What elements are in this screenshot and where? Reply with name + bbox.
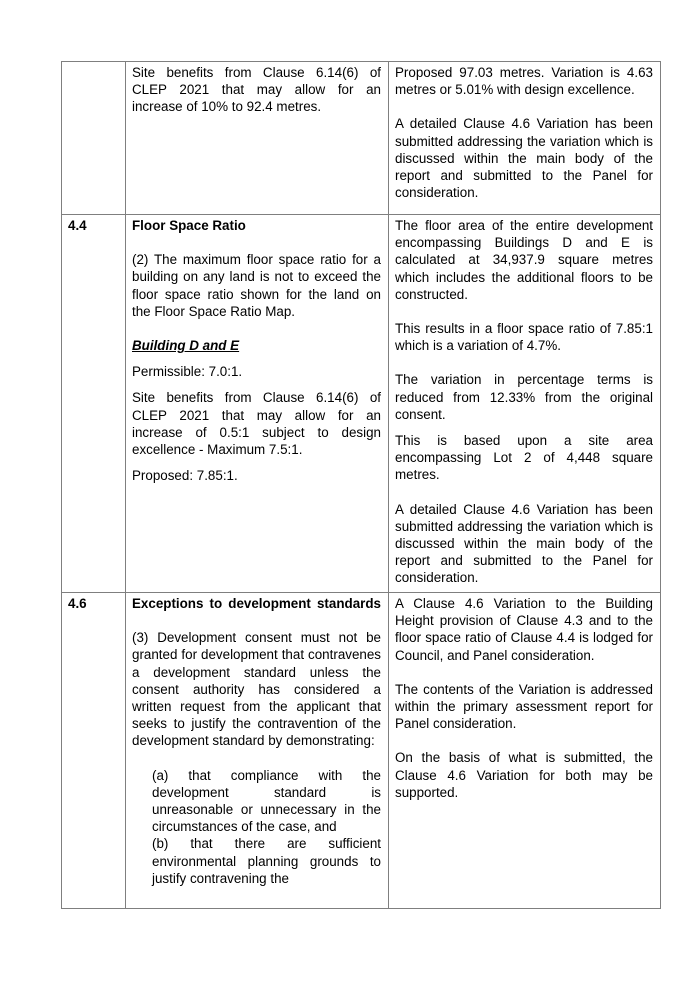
clause-list-item: (b) that there are sufficient environmental planning grounds to justify contravening the [152,836,381,886]
clause-paragraph: (3) Development consent must not be granted for development that contravenes a development standard unless the consent authority has considered a written request from the applicant that seeks to justify the contravention of the development standard by demonstrating: [132,630,381,749]
clause-text-cell [126,593,389,909]
assessment-paragraph: A Clause 4.6 Variation to the Building Height provision of Clause 4.3 and to the floor space ratio of Clause 4.4 is lodged for Council, and Panel consideration. [395,596,653,663]
table-row [62,215,661,593]
clause-text-cell [126,62,389,215]
clause-number-cell [62,62,126,215]
assessment-paragraph: The variation in percentage terms is reduced from 12.33% from the original consent. [395,372,653,422]
clause-paragraph: Site benefits from Clause 6.14(6) of CLEP 2021 that may allow for an increase of 0.5:1 subject to design excellence - Maximum 7.5:1. [132,390,381,458]
clause-text-cell [126,215,389,593]
clause-number-cell: 4.6 [62,593,126,909]
clause-paragraph: Proposed: 7.85:1. [132,468,238,484]
assessment-paragraph: On the basis of what is submitted, the Clause 4.6 Variation for both may be supported. [395,750,653,800]
table-row [62,593,661,909]
clause-subheading: Building D and E [132,338,240,354]
clause-paragraph: Site benefits from Clause 6.14(6) of CLEP 2021 that may allow for an increase of 10% to 92.4 metres. [132,65,381,115]
clause-heading: Exceptions to development standards [132,596,381,611]
assessment-paragraph: The floor area of the entire development encompassing Buildings D and E is calculated at 34,937.9 square metres which includes the additional floors to be constructed. [395,218,653,302]
assessment-paragraph: This is based upon a site area encompassing Lot 2 of 4,448 square metres. [395,433,653,483]
clause-list-item: (a) that compliance with the development standard is unreasonable or unnecessary in the circumstances of the case, and [152,767,381,835]
compliance-table [61,61,661,909]
assessment-paragraph: The contents of the Variation is addressed within the primary assessment report for Panel consideration. [395,681,653,732]
assessment-cell [389,62,661,215]
table-row [62,62,661,215]
assessment-paragraph: A detailed Clause 4.6 Variation has been submitted addressing the variation which is discussed within the main body of the report and submitted to the Panel for consideration. [395,116,653,201]
assessment-cell [389,593,661,909]
clause-paragraph: (2) The maximum floor space ratio for a building on any land is not to exceed the floor space ratio shown for the land on the Floor Space Ratio Map. [132,252,381,319]
clause-paragraph: Permissible: 7.0:1. [132,364,243,380]
assessment-paragraph: This results in a floor space ratio of 7.85:1 which is a variation of 4.7%. [395,321,653,354]
clause-heading: Floor Space Ratio [132,218,246,233]
assessment-paragraph: A detailed Clause 4.6 Variation has been submitted addressing the variation which is discussed within the main body of the report and submitted to the Panel for consideration. [395,501,653,586]
assessment-paragraph: Proposed 97.03 metres. Variation is 4.63 metres or 5.01% with design excellence. [395,65,653,98]
assessment-cell [389,215,661,593]
clause-number-cell: 4.4 [62,215,126,593]
